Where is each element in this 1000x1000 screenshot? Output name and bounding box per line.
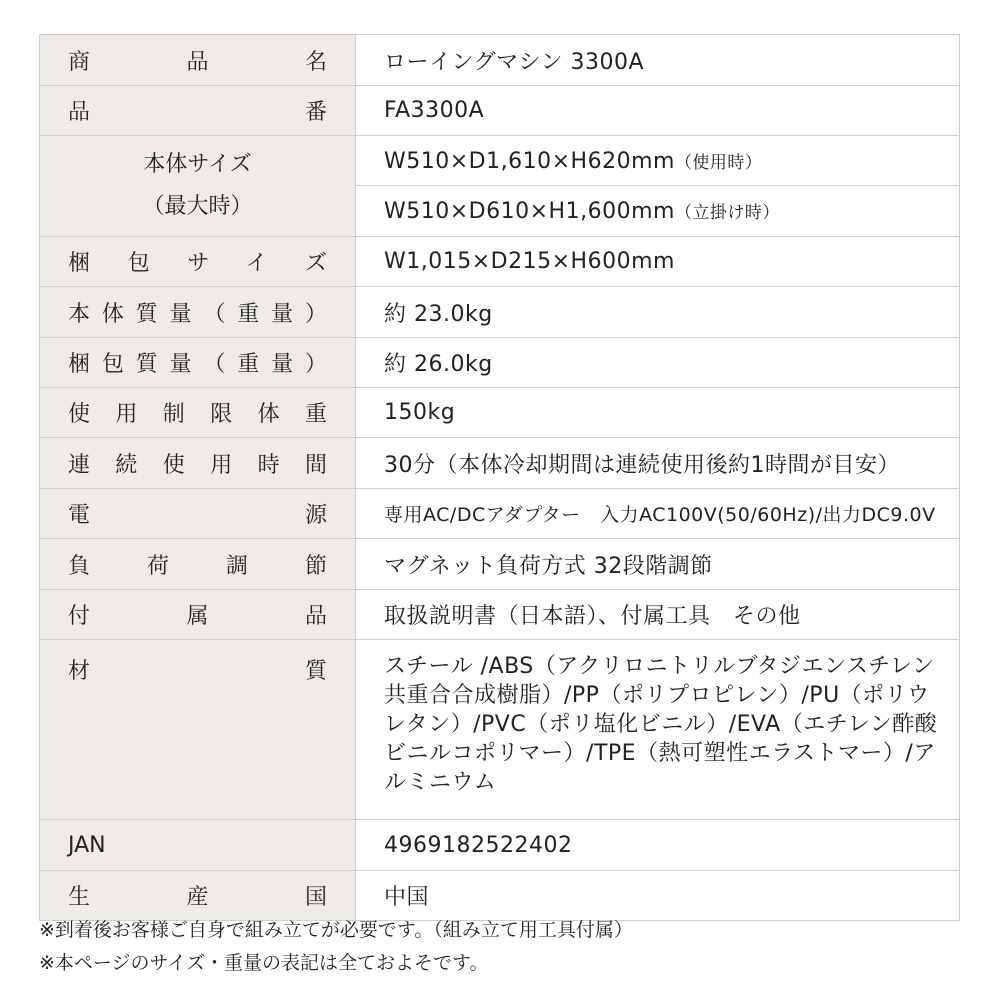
spec-row-package-size [40, 237, 960, 287]
value-body-size-stand [356, 186, 960, 237]
label-jan: JAN [40, 820, 356, 871]
spec-row-load-adjust [40, 539, 960, 590]
label-body-size [40, 136, 356, 237]
value-model-number: FA3300A [356, 86, 960, 136]
spec-row-model-number [40, 86, 960, 136]
spec-row-body-size-used [40, 136, 960, 186]
value-body-weight: 約 23.0kg [356, 287, 960, 338]
label-accessories: 付属品 [40, 590, 356, 640]
label-body-size-line1: 本体サイズ [143, 152, 252, 177]
label-product-name: 商品名 [40, 35, 356, 86]
spec-row-origin [40, 871, 960, 921]
spec-row-material [40, 640, 960, 820]
label-weight-limit: 使用制限体重 [40, 388, 356, 438]
value-product-name: ローイングマシン 3300A [356, 35, 960, 86]
footnote-assembly: ※到着後お客様ご自身で組み立てが必要です。（組み立て用工具付属） [39, 919, 633, 941]
value-origin: 中国 [356, 871, 960, 921]
label-load-adjust: 負荷調節 [40, 539, 356, 590]
spec-row-continuous-use [40, 438, 960, 489]
value-weight-limit: 150kg [356, 388, 960, 438]
label-model-number: 品番 [40, 86, 356, 136]
value-jan: 4969182522402 [356, 820, 960, 871]
spec-row-body-weight [40, 287, 960, 338]
spec-row-power [40, 489, 960, 539]
spec-table [39, 34, 960, 921]
spec-row-weight-limit [40, 388, 960, 438]
value-package-size: W1,015×D215×H600mm [356, 237, 960, 287]
value-material: スチール /ABS（アクリロニトリルブタジエンスチレン共重合合成樹脂）/PP（ポリプロピレン）/PU（ポリウレタン）/PVC（ポリ塩化ビニル）/EVA（エチレン酢酸ビニルコポリマー）/TPE（熱可塑性エラストマー）/アルミニウム [356, 640, 960, 820]
value-body-size-stand-text: W510×D610×H1,600mm [384, 199, 675, 224]
footnote-approx: ※本ページのサイズ・重量の表記は全ておよそです。 [39, 952, 489, 974]
label-body-weight: 本体質量（重量） [40, 287, 356, 338]
spec-row-product-name [40, 35, 960, 86]
spec-row-accessories [40, 590, 960, 640]
value-body-size-used-text: W510×D1,610×H620mm [384, 148, 675, 174]
value-body-size-used-note: （使用時） [674, 152, 763, 173]
spec-row-package-weight [40, 338, 960, 388]
value-continuous-use: 30分（本体冷却期間は連続使用後約1時間が目安） [356, 438, 960, 489]
label-continuous-use: 連続使用時間 [40, 438, 356, 489]
value-package-weight: 約 26.0kg [356, 338, 960, 388]
label-body-size-line2: （最大時） [142, 194, 253, 219]
value-accessories: 取扱説明書（日本語）、付属工具 その他 [356, 590, 960, 640]
value-body-size-stand-note: （立掛け時） [674, 203, 780, 223]
label-origin: 生産国 [40, 871, 356, 921]
label-package-size: 梱包サイズ [40, 237, 356, 287]
spec-row-jan [40, 820, 960, 871]
value-power: 専用AC/DCアダプター 入力AC100V(50/60Hz)/出力DC9.0V [356, 489, 960, 539]
value-body-size-used [356, 136, 960, 186]
label-material: 材質 [40, 640, 356, 820]
value-load-adjust: マグネット負荷方式 32段階調節 [356, 539, 960, 590]
footnotes [39, 914, 969, 980]
label-package-weight: 梱包質量（重量） [40, 338, 356, 388]
label-power: 電源 [40, 489, 356, 539]
